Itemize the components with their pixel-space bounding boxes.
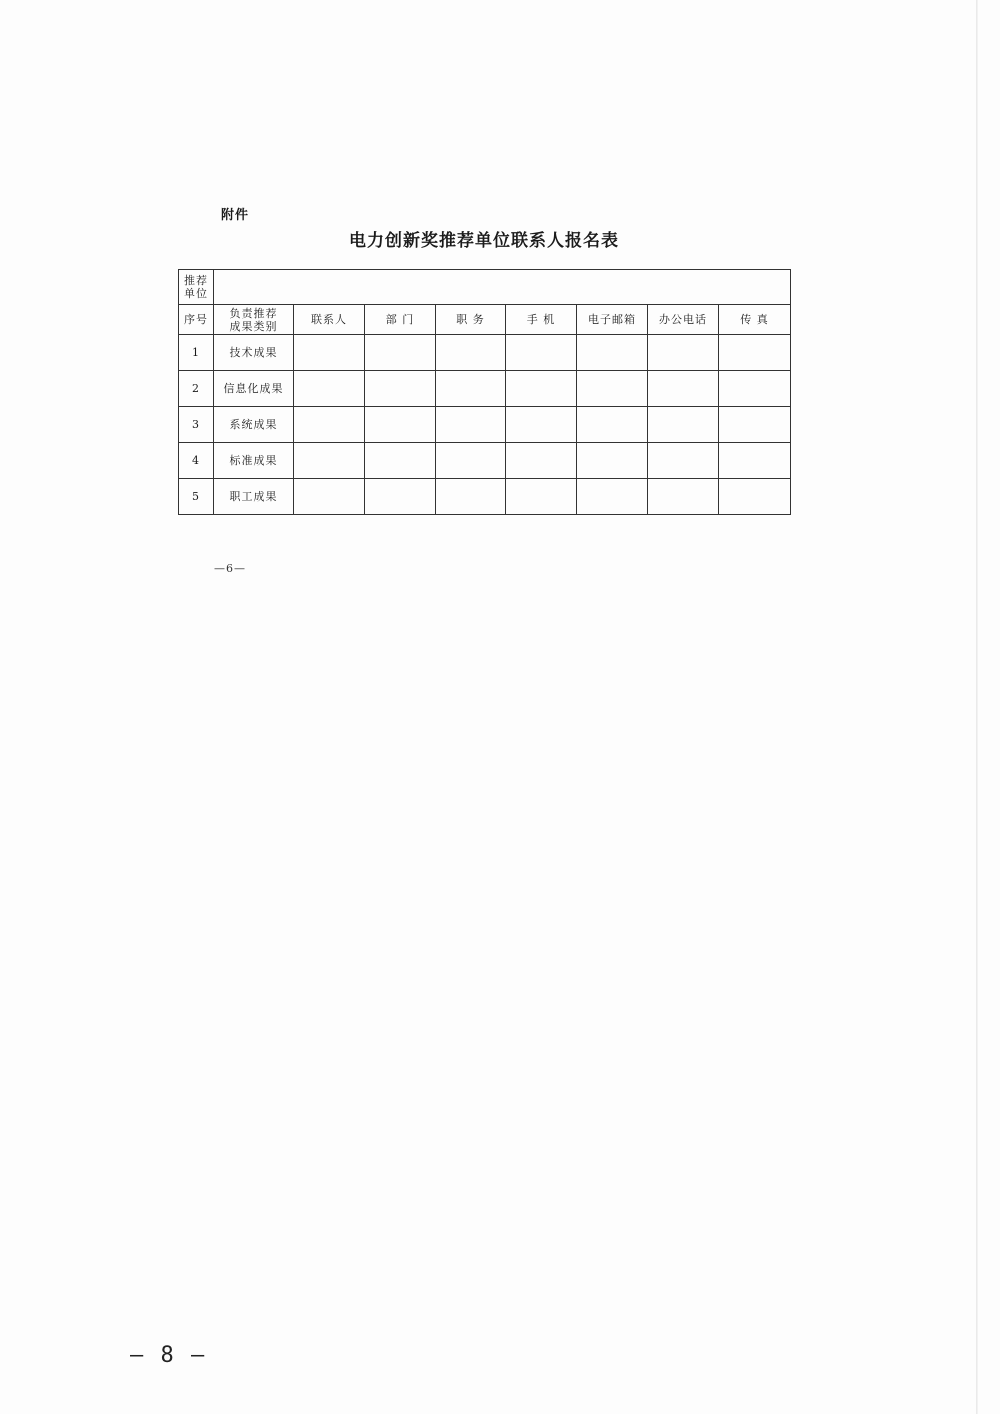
department-cell [365,443,436,479]
contact-cell [294,407,365,443]
header-fax: 传 真 [719,305,791,335]
table-row [179,335,791,371]
attachment-label: 附件 [221,208,250,223]
header-category-line2: 成果类别 [229,319,278,333]
row-category: 技术成果 [214,335,294,371]
row-seq: 1 [179,335,214,371]
row-seq: 4 [179,443,214,479]
row-seq: 5 [179,479,214,515]
office-phone-cell [648,371,719,407]
position-cell [436,371,506,407]
recommending-unit-label [179,270,214,305]
position-cell [436,407,506,443]
mobile-cell [506,443,577,479]
fax-cell [719,443,791,479]
recommending-unit-value [214,270,791,305]
office-phone-cell [648,479,719,515]
contact-cell [294,335,365,371]
email-cell [577,479,648,515]
table-row [179,407,791,443]
table-row [179,371,791,407]
contact-cell [294,479,365,515]
mobile-cell [506,407,577,443]
table-row [179,479,791,515]
position-cell [436,443,506,479]
row-seq: 2 [179,371,214,407]
unit-label-line2: 单位 [184,287,208,300]
row-category: 标准成果 [214,443,294,479]
contact-cell [294,371,365,407]
row-category: 职工成果 [214,479,294,515]
position-cell [436,335,506,371]
mobile-cell [506,479,577,515]
row-category: 系统成果 [214,407,294,443]
row-seq: 3 [179,407,214,443]
header-office-phone: 办公电话 [648,305,719,335]
row-category: 信息化成果 [214,371,294,407]
mobile-cell [506,371,577,407]
recommending-unit-row [179,270,791,305]
contact-cell [294,443,365,479]
outer-page-number: – 8 – [130,1343,207,1368]
header-email: 电子邮箱 [577,305,648,335]
fax-cell [719,371,791,407]
email-cell [577,371,648,407]
header-seq: 序号 [179,305,214,335]
email-cell [577,443,648,479]
department-cell [365,407,436,443]
header-category-line1: 负责推荐 [229,306,278,320]
header-department: 部 门 [365,305,436,335]
header-contact: 联系人 [294,305,365,335]
table-header-row [179,305,791,335]
fax-cell [719,335,791,371]
fax-cell [719,479,791,515]
registration-table [178,269,791,515]
mobile-cell [506,335,577,371]
inner-page-number: —6— [214,562,246,575]
email-cell [577,407,648,443]
position-cell [436,479,506,515]
office-phone-cell [648,407,719,443]
form-title: 电力创新奖推荐单位联系人报名表 [349,231,619,251]
scan-edge [976,0,978,1414]
email-cell [577,335,648,371]
header-category [214,305,294,335]
department-cell [365,335,436,371]
office-phone-cell [648,443,719,479]
department-cell [365,371,436,407]
table-row [179,443,791,479]
fax-cell [719,407,791,443]
office-phone-cell [648,335,719,371]
unit-label-line1: 推荐 [184,274,208,287]
header-position: 职 务 [436,305,506,335]
header-mobile: 手 机 [506,305,577,335]
department-cell [365,479,436,515]
